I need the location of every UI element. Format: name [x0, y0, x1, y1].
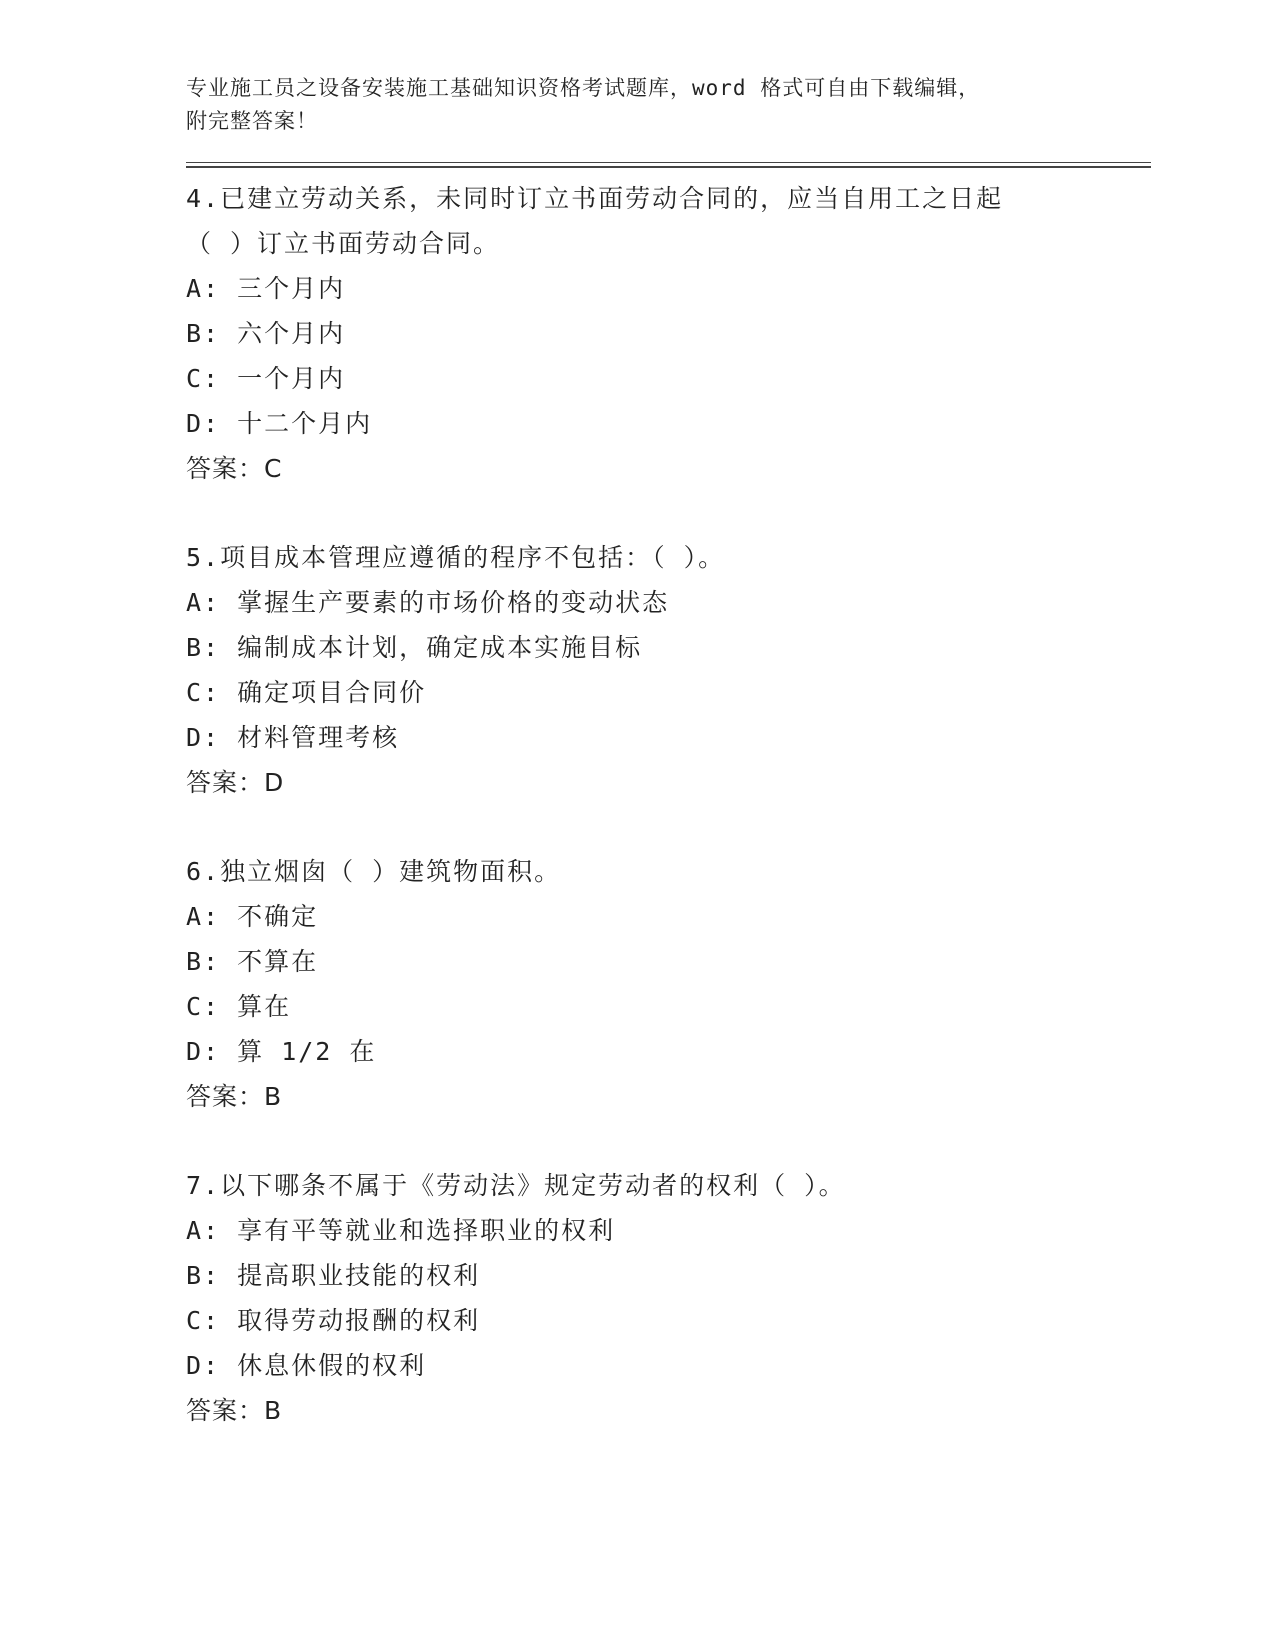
- option-c: C: 确定项目合同价: [186, 678, 427, 707]
- option-d: D: 休息休假的权利: [186, 1351, 427, 1380]
- answer-text: 答案：B: [186, 1396, 283, 1425]
- option-c: C: 算在: [186, 992, 292, 1021]
- question-item: [186, 849, 1151, 1119]
- option-b: B: 提高职业技能的权利: [186, 1261, 481, 1290]
- question-item: [186, 535, 1151, 805]
- option-a: A: 不确定: [186, 902, 319, 931]
- option-c: C: 一个月内: [186, 364, 346, 393]
- option-d: D: 算 1/2 在: [186, 1037, 377, 1066]
- document-page: [186, 72, 1151, 1477]
- answer-text: 答案：D: [186, 768, 285, 797]
- option-d: D: 十二个月内: [186, 409, 373, 438]
- header-line-2: 附完整答案！: [186, 109, 318, 133]
- option-b: B: 编制成本计划，确定成本实施目标: [186, 633, 643, 662]
- answer-text: 答案：C: [186, 454, 283, 483]
- option-a: A: 享有平等就业和选择职业的权利: [186, 1216, 616, 1245]
- option-c: C: 取得劳动报酬的权利: [186, 1306, 481, 1335]
- question-text: 4.已建立劳动关系，未同时订立书面劳动合同的，应当自用工之日起: [186, 184, 1004, 213]
- question-item: [186, 1163, 1151, 1433]
- option-d: D: 材料管理考核: [186, 723, 400, 752]
- question-text-continued: （ ）订立书面劳动合同。: [186, 229, 501, 258]
- question-text: 6.独立烟囱（ ）建筑物面积。: [186, 857, 562, 886]
- question-item: [186, 176, 1151, 491]
- header-divider: [186, 162, 1151, 168]
- document-header: [186, 72, 1151, 138]
- option-a: A: 三个月内: [186, 274, 346, 303]
- answer-text: 答案：B: [186, 1082, 283, 1111]
- divider-thin: [186, 162, 1151, 163]
- option-b: B: 六个月内: [186, 319, 346, 348]
- question-text: 5.项目成本管理应遵循的程序不包括：（ ）。: [186, 543, 726, 572]
- option-a: A: 掌握生产要素的市场价格的变动状态: [186, 588, 670, 617]
- divider-thick: [186, 166, 1151, 168]
- question-text: 7.以下哪条不属于《劳动法》规定劳动者的权利（ ）。: [186, 1171, 846, 1200]
- option-b: B: 不算在: [186, 947, 319, 976]
- header-line-1: 专业施工员之设备安装施工基础知识资格考试题库，word 格式可自由下载编辑，: [186, 76, 981, 100]
